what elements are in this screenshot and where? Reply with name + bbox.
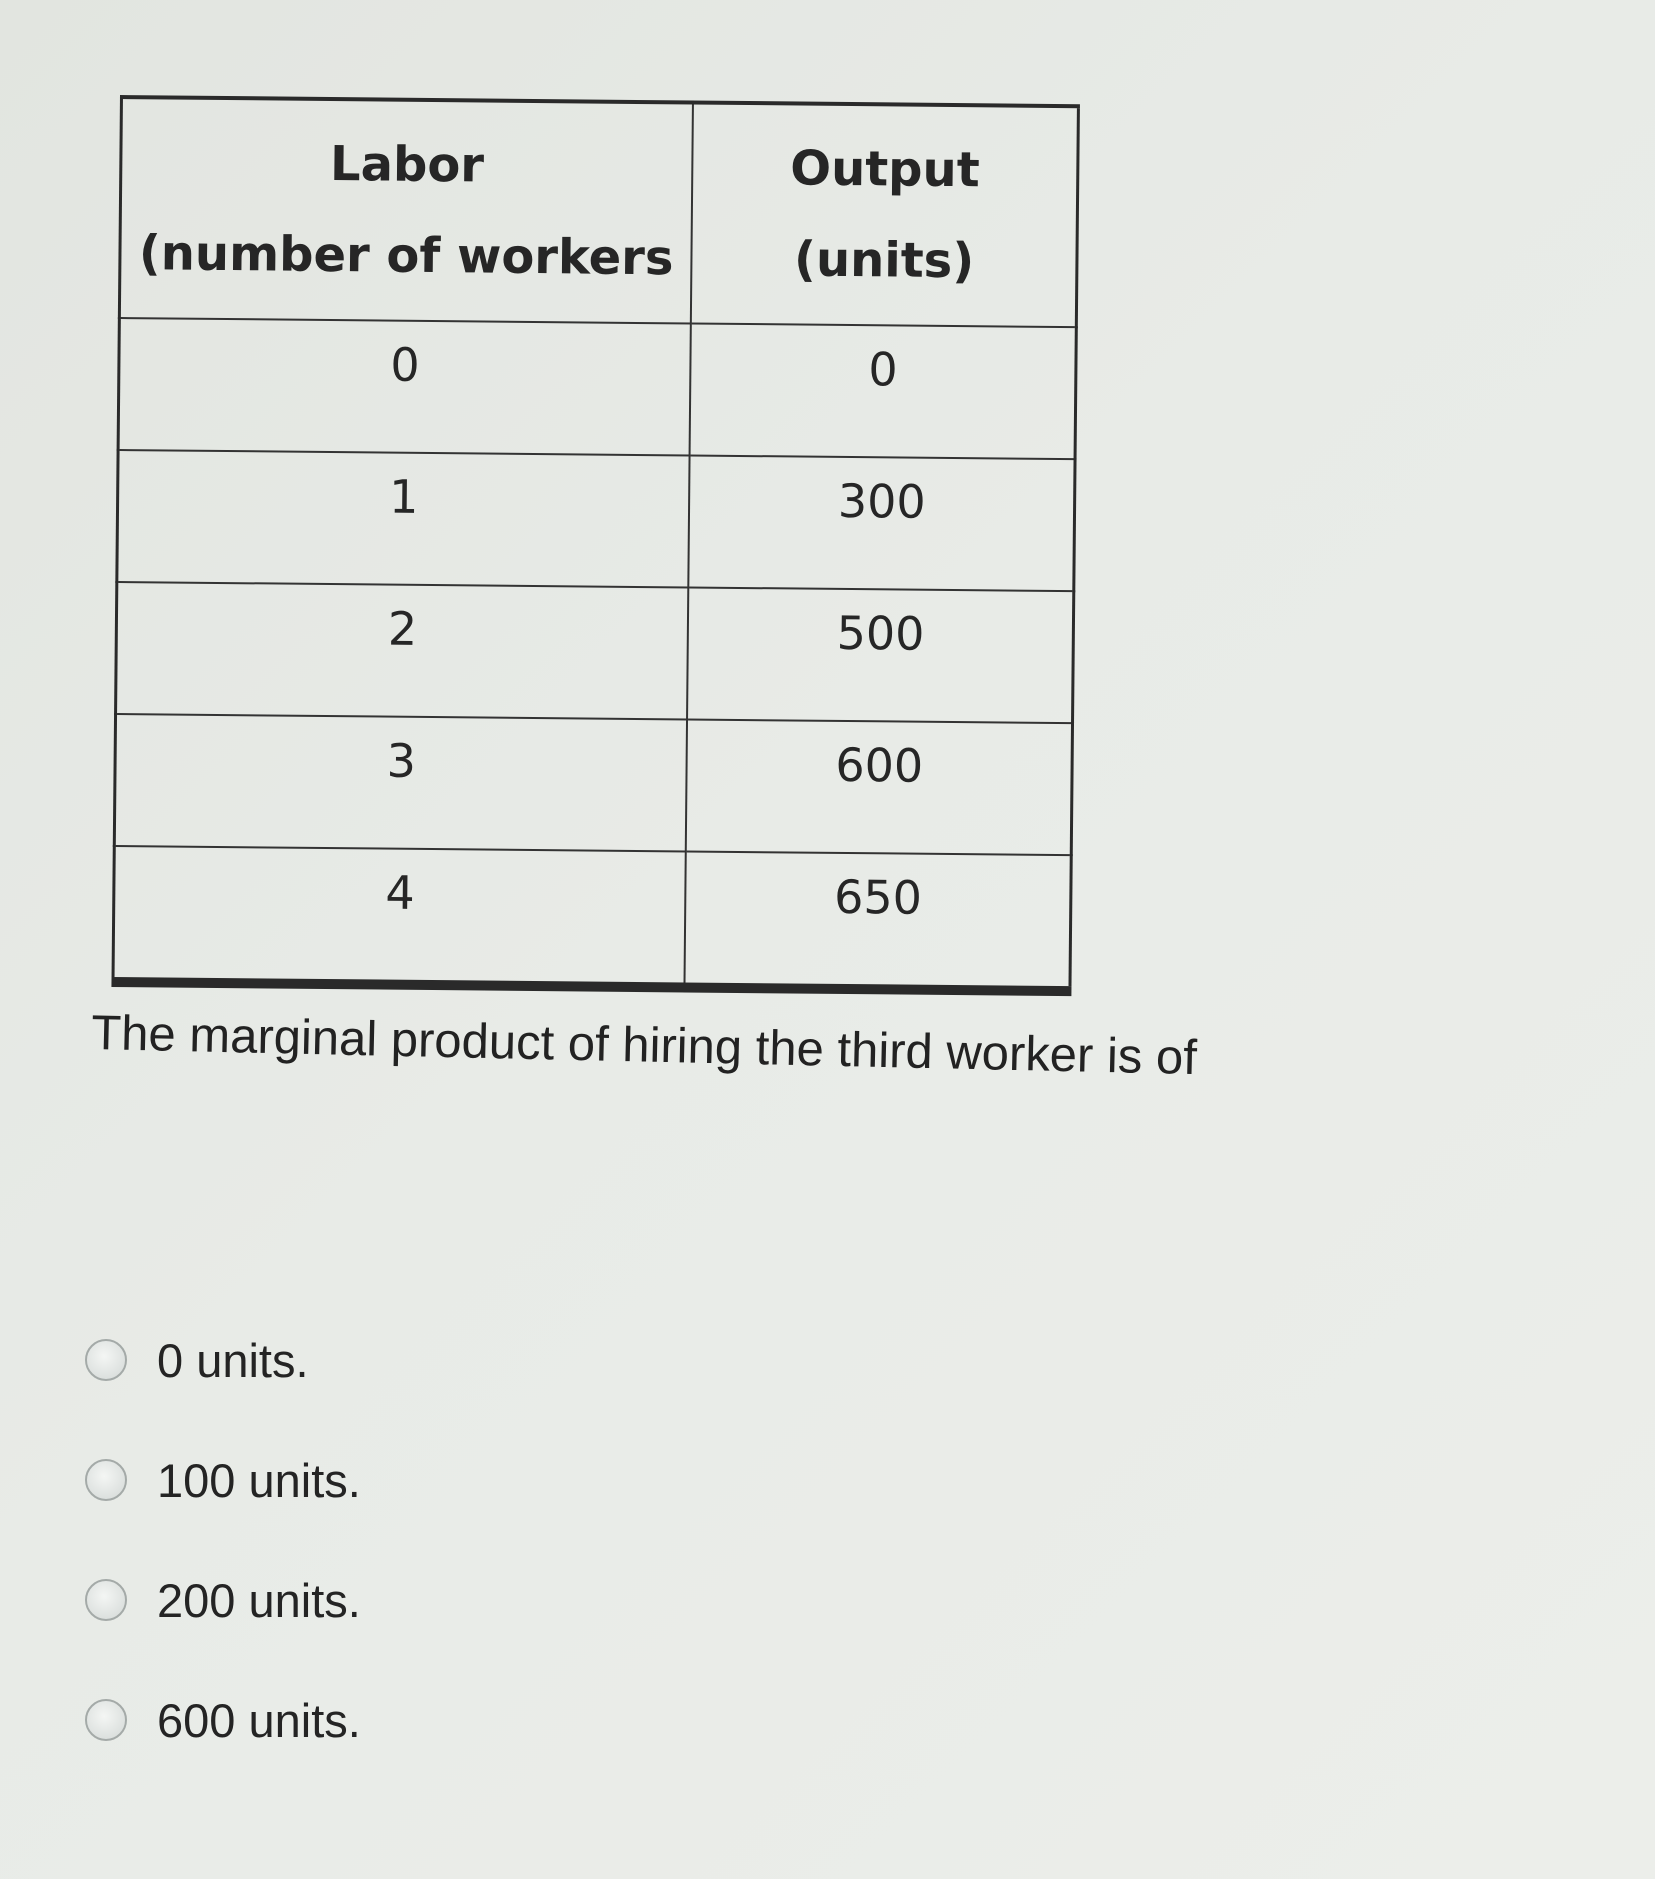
table-row <box>116 582 1074 723</box>
labor-cell: 4 <box>113 846 686 987</box>
radio-button[interactable] <box>85 1339 127 1381</box>
output-cell: 600 <box>686 719 1072 855</box>
output-cell: 300 <box>689 455 1075 591</box>
labor-header-title: Labor <box>329 135 485 194</box>
table-row <box>118 318 1076 459</box>
table-row <box>117 450 1075 591</box>
labor-cell: 2 <box>116 582 689 719</box>
table-row <box>113 846 1071 991</box>
output-cell: 0 <box>690 323 1076 459</box>
answer-option-label[interactable]: 600 units. <box>157 1693 361 1747</box>
labor-cell: 0 <box>118 318 691 455</box>
answer-option-600-units[interactable] <box>85 1660 685 1780</box>
answer-option-200-units[interactable] <box>85 1540 685 1660</box>
radio-button[interactable] <box>85 1459 127 1501</box>
question-text: The marginal product of hiring the third worker is of <box>90 1005 1198 1086</box>
answer-option-label[interactable]: 100 units. <box>157 1453 361 1507</box>
answer-option-100-units[interactable] <box>85 1420 685 1540</box>
labor-header-subtitle: (number of workers <box>138 225 674 287</box>
labor-column-header <box>119 97 693 323</box>
answer-options <box>85 1300 685 1780</box>
table-header-row <box>119 97 1078 327</box>
answer-option-label[interactable]: 200 units. <box>157 1573 361 1627</box>
labor-cell: 3 <box>114 714 687 851</box>
output-cell: 650 <box>685 851 1071 991</box>
answer-option-0-units[interactable] <box>85 1300 685 1420</box>
answer-option-label[interactable]: 0 units. <box>157 1333 309 1387</box>
table-row <box>114 714 1072 855</box>
radio-button[interactable] <box>85 1699 127 1741</box>
labor-output-table <box>111 95 1080 996</box>
output-header-title: Output <box>790 140 980 199</box>
labor-cell: 1 <box>117 450 690 587</box>
output-header-subtitle: (units) <box>793 231 975 290</box>
output-column-header <box>691 103 1078 328</box>
output-cell: 500 <box>687 587 1073 723</box>
radio-button[interactable] <box>85 1579 127 1621</box>
